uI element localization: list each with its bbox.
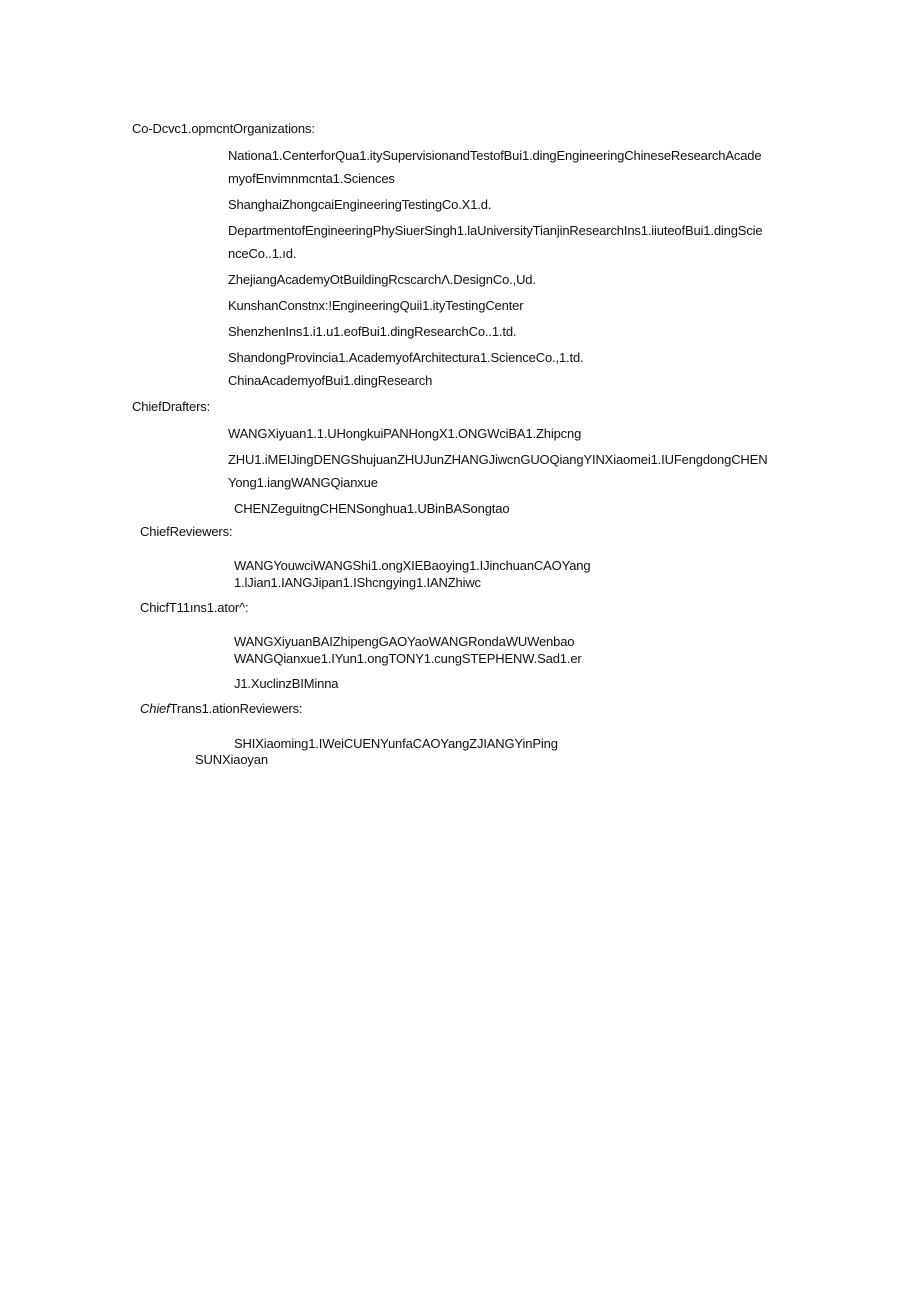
trans-reviewers-heading-rest: Trans1.ationReviewers: [169,701,303,716]
trans-reviewers-heading [140,701,302,717]
drafters-line: WANGXiyuan1.1.UHongkuiPANHongX1.ONGWciBA1.Zhipcng [228,426,582,441]
translators-line: J1.XuclinzBIMinna [234,676,339,691]
codev-line: Nationa1.CenterforQua1.itySupervisionandTestofBui1.dingEngineeringChineseResearchAcade [228,148,762,163]
reviewers-heading: ChiefReviewers: [140,524,233,539]
codev-line: ChinaAcademyofBui1.dingResearch [228,373,433,388]
codev-line: ShandongProvincia1.AcademyofArchitectura1.ScienceCo.,1.td. [228,350,584,365]
drafters-line: CHENZeguitngCHENSonghua1.UBinBASongtao [234,501,510,516]
codev-line: DepartmentofEngineeringPhySiuerSingh1.laUniversityTianjinResearchIns1.iiuteofBui1.dingScie [228,223,763,238]
translators-line: WANGQianxue1.IYun1.ongTONY1.cungSTEPHENW.Sad1.er [234,651,582,666]
translators-line: WANGXiyuanBAIZhipengGAOYaoWANGRondaWUWenbao [234,634,575,649]
trans-reviewers-line: SHIXiaoming1.IWeiCUENYunfaCAOYangZJIANGYinPing [234,736,558,751]
drafters-line: ZHU1.iMEIJingDENGShujuanZHUJunZHANGJiwcnGUOQiangYINXiaomei1.IUFengdongCHEN [228,452,768,467]
codev-line: ZhejiangAcademyOtBuildingRcscarchΛ.DesignCo.,Ud. [228,272,536,287]
codev-line: ShanghaiZhongcaiEngineeringTestingCo.X1.d. [228,197,492,212]
codev-line: KunshanConstnx:!EngineeringQuii1.ityTestingCenter [228,298,524,313]
codev-line: myofEnvimnmcnta1.Sciences [228,171,395,186]
trans-reviewers-line: SUNXiaoyan [195,752,268,767]
trans-reviewers-heading-italic: Chief [140,701,170,716]
reviewers-line: 1.lJian1.IANGJipan1.IShcngying1.IANZhiwc [234,575,481,590]
drafters-heading: ChiefDrafters: [132,399,211,414]
drafters-line: Yong1.iangWANGQianxue [228,475,378,490]
codev-line: nceCo..1.ıd. [228,246,297,261]
codev-heading: Co-Dcvc1.opmcntOrganizations: [132,121,315,136]
translators-heading: ChicfT11ıns1.ator^: [140,600,249,615]
reviewers-line: WANGYouwciWANGShi1.ongXIEBaoying1.IJinchuanCAOYang [234,558,591,573]
codev-line: ShenzhenIns1.i1.u1.eofBui1.dingResearchCo..1.td. [228,324,517,339]
